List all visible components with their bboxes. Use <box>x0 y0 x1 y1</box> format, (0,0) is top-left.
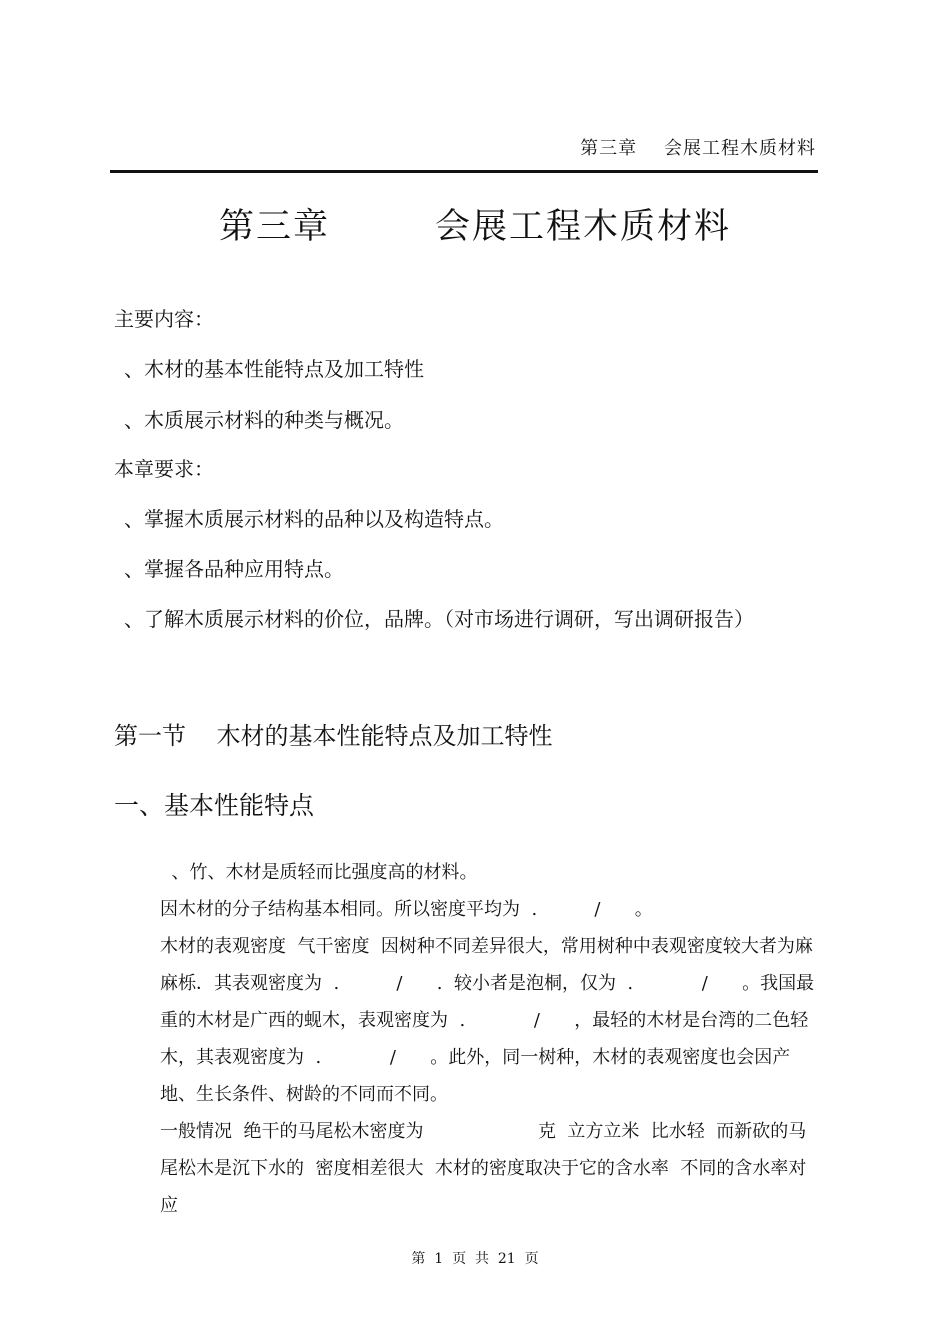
requirement-item-2: 、掌握各品种应用特点。 <box>124 557 344 581</box>
sub-heading: 一、基本性能特点 <box>114 791 315 820</box>
main-content-item-1: 、木材的基本性能特点及加工特性 <box>124 357 424 381</box>
paragraph-4-text: 一般情况 绝干的马尾松木密度为 克 立方立米 比水轻 而新砍的马尾松木是沉下水的 密度相差很大 木材的密度取决于它的含水率 不同的含水率对应 <box>160 1121 807 1216</box>
header-rule <box>110 170 818 173</box>
page-footer: 第 1 页 共 21 页 <box>411 1251 539 1267</box>
section-heading: 第一节 木材的基本性能特点及加工特性 <box>114 722 553 750</box>
paragraph-4 <box>114 1113 818 1224</box>
paragraph-3-text: 木材的表观密度 气干密度 因树种不同差异很大，常用树种中表观密度较大者为麻麻栎．其表观密度为 . / . 较小者是泡桐，仅为 . / 。我国最重的木材是广西的蚬木，表观密度为 . / ，最轻的木材是台湾的二色轻木，其表观密度为 . / 。此外，同一树种，木材的表观密度也会因产地、生长条件、树龄的不同而不同。 <box>160 936 815 1105</box>
paragraph-2: 因木材的分子结构基本相同。所以密度平均为 . / 。 <box>160 899 653 920</box>
body-text <box>114 854 818 1224</box>
running-header: 第三章 会展工程木质材料 <box>580 138 816 159</box>
chapter-requirements-label: 本章要求： <box>114 457 214 481</box>
chapter-title: 第三章 会展工程木质材料 <box>218 207 731 247</box>
requirement-item-3: 、了解木质展示材料的价位，品牌。（对市场进行调研，写出调研报告） <box>124 607 754 631</box>
paragraph-3 <box>114 928 818 1113</box>
paragraph-1: 、竹、木材是质轻而比强度高的材料。 <box>160 862 478 883</box>
requirement-item-1: 、掌握木质展示材料的品种以及构造特点。 <box>124 507 504 531</box>
main-content-label: 主要内容： <box>114 307 214 331</box>
main-content-item-2: 、木质展示材料的种类与概况。 <box>124 408 404 432</box>
